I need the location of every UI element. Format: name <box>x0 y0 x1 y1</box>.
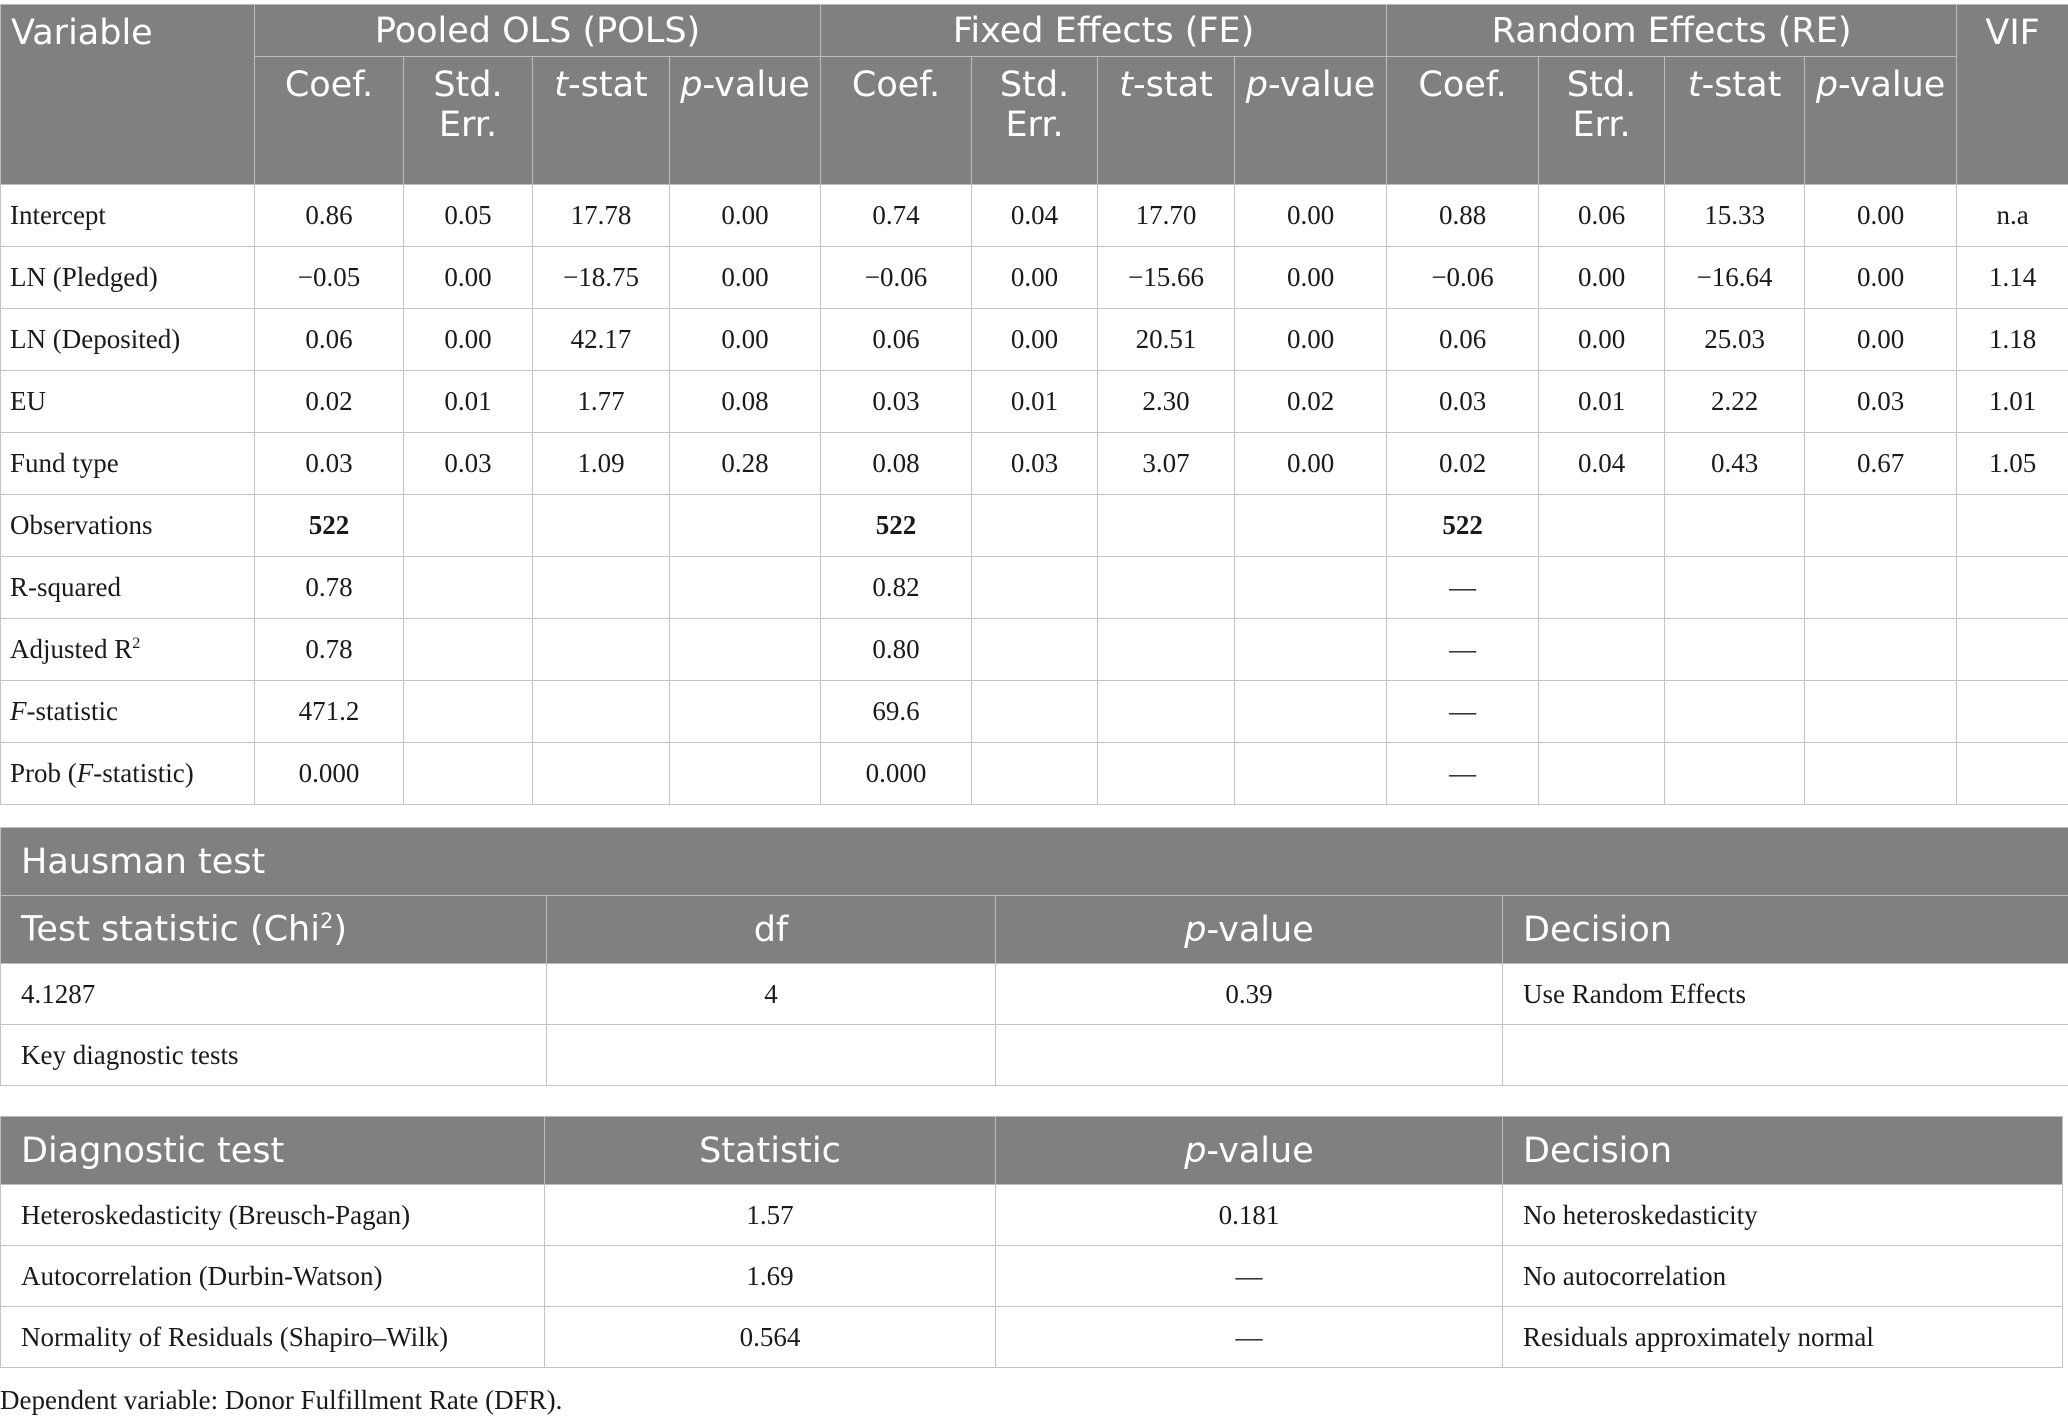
empty-cell <box>972 619 1098 681</box>
empty-cell <box>533 557 670 619</box>
hausman-stat-value: 4.1287 <box>1 964 547 1025</box>
stat-value-pols: 522 <box>255 495 404 557</box>
stderr-header: Std. Err. <box>972 57 1098 185</box>
stat-value-fe: 522 <box>821 495 972 557</box>
stat-value-pols: 0.78 <box>255 557 404 619</box>
diag-statistic-header: Statistic <box>545 1117 996 1185</box>
stderr-header: Std. Err. <box>1539 57 1665 185</box>
empty-cell <box>1098 743 1235 805</box>
value-cell: 0.00 <box>670 247 821 309</box>
empty-cell <box>547 1025 996 1086</box>
diag-statistic-value: 0.564 <box>545 1307 996 1368</box>
diag-test-name: Heteroskedasticity (Breusch-Pagan) <box>1 1185 545 1246</box>
variable-label: LN (Deposited) <box>1 309 255 371</box>
value-cell: 0.02 <box>1387 433 1539 495</box>
value-cell: 0.00 <box>1235 433 1387 495</box>
value-cell: 0.00 <box>1235 247 1387 309</box>
value-cell: 0.03 <box>972 433 1098 495</box>
value-cell: 0.01 <box>404 371 533 433</box>
value-cell: 1.18 <box>1957 309 2068 371</box>
diag-statistic-value: 1.57 <box>545 1185 996 1246</box>
re-header: Random Effects (RE) <box>1387 5 1957 57</box>
empty-cell <box>1665 557 1805 619</box>
value-cell: 0.86 <box>255 185 404 247</box>
empty-cell <box>1539 743 1665 805</box>
variable-label: Intercept <box>1 185 255 247</box>
diag-p-value: 0.181 <box>996 1185 1503 1246</box>
coef-header: Coef. <box>821 57 972 185</box>
table-row <box>1 247 2068 309</box>
value-cell: 0.00 <box>670 185 821 247</box>
value-cell: −0.06 <box>821 247 972 309</box>
empty-cell <box>1957 681 2068 743</box>
empty-cell <box>1098 681 1235 743</box>
empty-cell <box>404 557 533 619</box>
table-row <box>1 1246 2063 1307</box>
value-cell: 1.09 <box>533 433 670 495</box>
table-row <box>1 185 2068 247</box>
value-cell: 0.04 <box>972 185 1098 247</box>
empty-cell <box>972 681 1098 743</box>
stat-label: R-squared <box>1 557 255 619</box>
empty-cell <box>1235 557 1387 619</box>
vif-header: VIF <box>1957 5 2068 185</box>
diag-pvalue-header: p-value <box>996 1117 1503 1185</box>
value-cell: 0.00 <box>1235 309 1387 371</box>
stat-value-pols: 471.2 <box>255 681 404 743</box>
diag-test-name: Autocorrelation (Durbin-Watson) <box>1 1246 545 1307</box>
diag-p-value: — <box>996 1246 1503 1307</box>
value-cell: 0.06 <box>1539 185 1665 247</box>
pvalue-header: p-value <box>1805 57 1957 185</box>
value-cell: 17.78 <box>533 185 670 247</box>
value-cell: −0.06 <box>1387 247 1539 309</box>
value-cell: 0.00 <box>1805 247 1957 309</box>
value-cell: 0.06 <box>821 309 972 371</box>
value-cell: 3.07 <box>1098 433 1235 495</box>
empty-cell <box>1665 495 1805 557</box>
table-footnote: Dependent variable: Donor Fulfillment Rate (DFR). <box>0 1385 563 1415</box>
empty-cell <box>1539 495 1665 557</box>
hausman-df-value: 4 <box>547 964 996 1025</box>
value-cell: −16.64 <box>1665 247 1805 309</box>
hausman-decision-header: Decision <box>1503 896 2068 964</box>
value-cell: 0.01 <box>972 371 1098 433</box>
empty-cell <box>1539 557 1665 619</box>
empty-cell <box>1805 681 1957 743</box>
table-row <box>1 1307 2063 1368</box>
value-cell: 17.70 <box>1098 185 1235 247</box>
variable-header: Variable <box>1 5 255 185</box>
value-cell: 0.00 <box>404 309 533 371</box>
pvalue-header: p-value <box>1235 57 1387 185</box>
empty-cell <box>670 557 821 619</box>
table-row <box>1 1185 2063 1246</box>
empty-cell <box>533 681 670 743</box>
empty-cell <box>996 1025 1503 1086</box>
value-cell: 0.02 <box>1235 371 1387 433</box>
tstat-header: t-stat <box>1665 57 1805 185</box>
value-cell: 42.17 <box>533 309 670 371</box>
pols-header: Pooled OLS (POLS) <box>255 5 821 57</box>
stat-value-re: 522 <box>1387 495 1539 557</box>
diag-decision: No heteroskedasticity <box>1503 1185 2063 1246</box>
stat-value-fe: 0.000 <box>821 743 972 805</box>
value-cell: 0.00 <box>670 309 821 371</box>
subheader-row <box>1 57 2068 185</box>
value-cell: 1.14 <box>1957 247 2068 309</box>
pvalue-header: p-value <box>670 57 821 185</box>
empty-cell <box>1539 681 1665 743</box>
value-cell: 0.28 <box>670 433 821 495</box>
diag-p-value: — <box>996 1307 1503 1368</box>
stat-row <box>1 495 2068 557</box>
tstat-header: t-stat <box>533 57 670 185</box>
diag-decision: Residuals approximately normal <box>1503 1307 2063 1368</box>
diagnostic-table <box>0 1116 2063 1368</box>
empty-cell <box>1805 557 1957 619</box>
stat-value-fe: 0.82 <box>821 557 972 619</box>
empty-cell <box>404 495 533 557</box>
value-cell: 1.01 <box>1957 371 2068 433</box>
coef-header: Coef. <box>255 57 404 185</box>
hausman-title: Hausman test <box>1 828 2068 896</box>
value-cell: 0.74 <box>821 185 972 247</box>
value-cell: 0.00 <box>972 309 1098 371</box>
diag-test-name: Normality of Residuals (Shapiro–Wilk) <box>1 1307 545 1368</box>
value-cell: 0.05 <box>404 185 533 247</box>
empty-cell <box>972 743 1098 805</box>
value-cell: 25.03 <box>1665 309 1805 371</box>
value-cell: 0.00 <box>972 247 1098 309</box>
empty-cell <box>533 495 670 557</box>
variable-label: LN (Pledged) <box>1 247 255 309</box>
empty-cell <box>404 743 533 805</box>
value-cell: 1.05 <box>1957 433 2068 495</box>
regression-body <box>1 185 2068 805</box>
value-cell: 0.04 <box>1539 433 1665 495</box>
stat-row <box>1 619 2068 681</box>
empty-cell <box>670 619 821 681</box>
hausman-df-header: df <box>547 896 996 964</box>
value-cell: 0.03 <box>404 433 533 495</box>
hausman-decision-value: Use Random Effects <box>1503 964 2068 1025</box>
value-cell: 0.06 <box>1387 309 1539 371</box>
empty-cell <box>404 619 533 681</box>
stat-row <box>1 681 2068 743</box>
value-cell: 0.88 <box>1387 185 1539 247</box>
stat-value-fe: 0.80 <box>821 619 972 681</box>
empty-cell <box>1503 1025 2068 1086</box>
key-diagnostic-label: Key diagnostic tests <box>1 1025 547 1086</box>
stderr-header: Std. Err. <box>404 57 533 185</box>
value-cell: 0.00 <box>1539 247 1665 309</box>
diag-statistic-value: 1.69 <box>545 1246 996 1307</box>
empty-cell <box>670 681 821 743</box>
empty-cell <box>1957 743 2068 805</box>
empty-cell <box>1805 743 1957 805</box>
table-row <box>1 309 2068 371</box>
value-cell: 0.00 <box>1805 185 1957 247</box>
diag-decision-header: Decision <box>1503 1117 2063 1185</box>
value-cell: 0.01 <box>1539 371 1665 433</box>
hausman-pvalue-header: p-value <box>996 896 1503 964</box>
empty-cell <box>1235 743 1387 805</box>
value-cell: −18.75 <box>533 247 670 309</box>
value-cell: 0.00 <box>1805 309 1957 371</box>
fe-header: Fixed Effects (FE) <box>821 5 1387 57</box>
value-cell: −15.66 <box>1098 247 1235 309</box>
empty-cell <box>1539 619 1665 681</box>
stat-value-re: — <box>1387 743 1539 805</box>
empty-cell <box>1235 495 1387 557</box>
empty-cell <box>1665 681 1805 743</box>
empty-cell <box>670 743 821 805</box>
value-cell: 0.03 <box>1805 371 1957 433</box>
value-cell: 2.30 <box>1098 371 1235 433</box>
stat-value-re: — <box>1387 557 1539 619</box>
empty-cell <box>1957 495 2068 557</box>
table-row <box>1 433 2068 495</box>
diag-test-header: Diagnostic test <box>1 1117 545 1185</box>
stat-value-fe: 69.6 <box>821 681 972 743</box>
value-cell: 0.43 <box>1665 433 1805 495</box>
value-cell: 0.00 <box>404 247 533 309</box>
value-cell: 20.51 <box>1098 309 1235 371</box>
stat-value-re: — <box>1387 619 1539 681</box>
empty-cell <box>1805 495 1957 557</box>
value-cell: 0.03 <box>821 371 972 433</box>
value-cell: 0.02 <box>255 371 404 433</box>
empty-cell <box>972 495 1098 557</box>
value-cell: n.a <box>1957 185 2068 247</box>
empty-cell <box>533 619 670 681</box>
diagnostic-body <box>1 1185 2063 1368</box>
empty-cell <box>404 681 533 743</box>
empty-cell <box>1235 681 1387 743</box>
hausman-p-value: 0.39 <box>996 964 1503 1025</box>
empty-cell <box>1957 619 2068 681</box>
value-cell: 0.03 <box>1387 371 1539 433</box>
stat-value-pols: 0.78 <box>255 619 404 681</box>
stat-label: F-statistic <box>1 681 255 743</box>
empty-cell <box>1805 619 1957 681</box>
value-cell: 0.00 <box>1235 185 1387 247</box>
empty-cell <box>1098 495 1235 557</box>
stat-value-re: — <box>1387 681 1539 743</box>
empty-cell <box>533 743 670 805</box>
stat-label: Adjusted $R^2$ <box>1 619 255 681</box>
empty-cell <box>1665 619 1805 681</box>
hausman-stat-header: Test statistic (Chi$^2$) <box>1 896 547 964</box>
stat-label: Prob (F-statistic) <box>1 743 255 805</box>
stat-row <box>1 743 2068 805</box>
stat-value-pols: 0.000 <box>255 743 404 805</box>
diag-decision: No autocorrelation <box>1503 1246 2063 1307</box>
empty-cell <box>1235 619 1387 681</box>
value-cell: −0.05 <box>255 247 404 309</box>
empty-cell <box>1098 557 1235 619</box>
empty-cell <box>1098 619 1235 681</box>
table-row <box>1 371 2068 433</box>
stat-row <box>1 557 2068 619</box>
value-cell: 0.06 <box>255 309 404 371</box>
variable-label: EU <box>1 371 255 433</box>
value-cell: 1.77 <box>533 371 670 433</box>
value-cell: 2.22 <box>1665 371 1805 433</box>
stat-label: Observations <box>1 495 255 557</box>
empty-cell <box>972 557 1098 619</box>
empty-cell <box>1957 557 2068 619</box>
tstat-header: t-stat <box>1098 57 1235 185</box>
variable-label: Fund type <box>1 433 255 495</box>
empty-cell <box>1665 743 1805 805</box>
value-cell: 0.03 <box>255 433 404 495</box>
value-cell: 0.00 <box>1539 309 1665 371</box>
regression-table <box>0 4 2068 805</box>
value-cell: 0.08 <box>670 371 821 433</box>
value-cell: 15.33 <box>1665 185 1805 247</box>
hausman-table <box>0 827 2068 1086</box>
empty-cell <box>670 495 821 557</box>
coef-header: Coef. <box>1387 57 1539 185</box>
value-cell: 0.08 <box>821 433 972 495</box>
value-cell: 0.67 <box>1805 433 1957 495</box>
